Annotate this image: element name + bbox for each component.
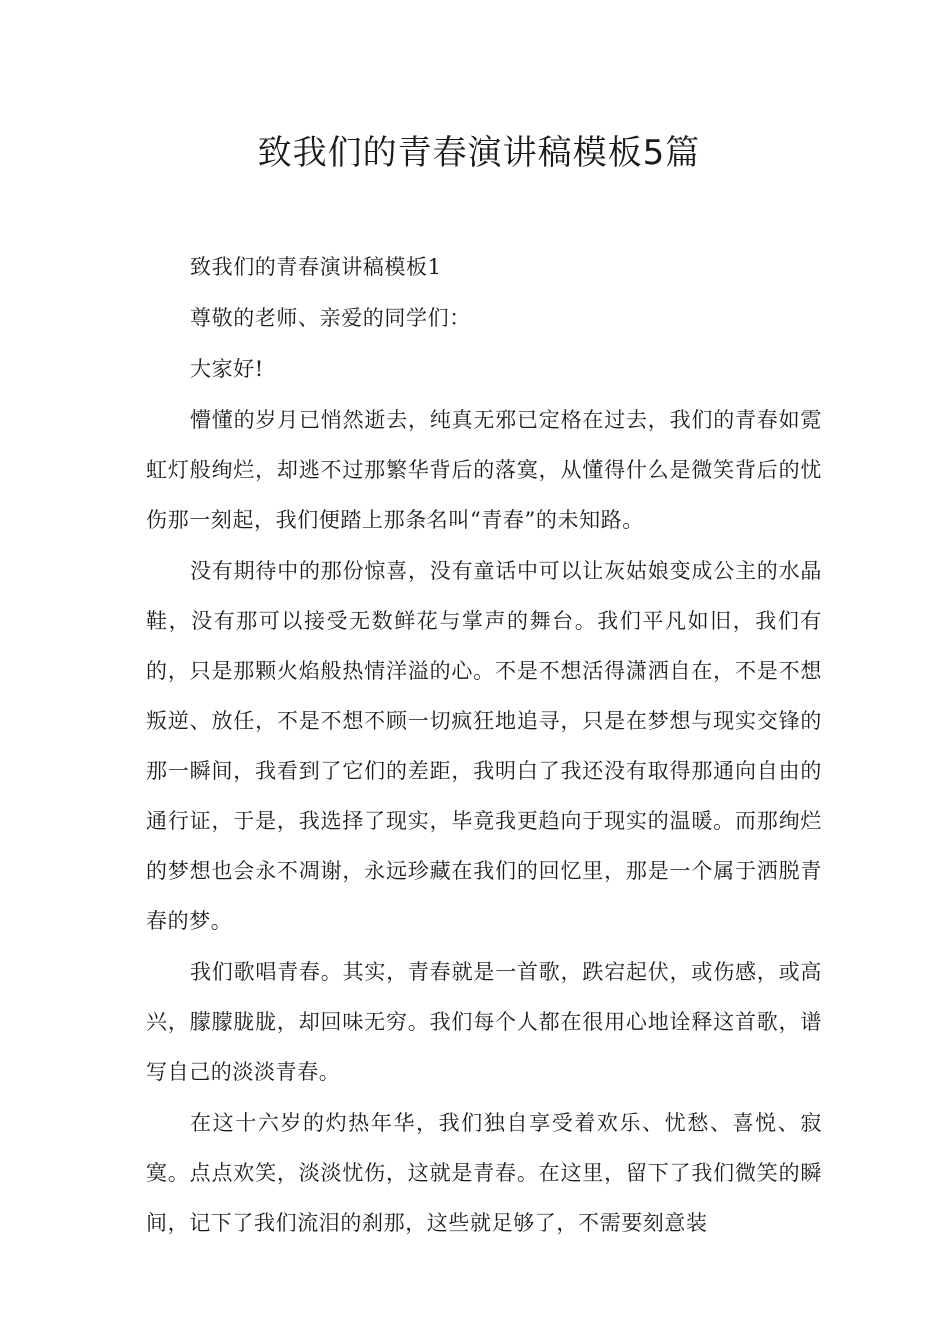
document-title: 致我们的青春演讲稿模板5篇 (257, 133, 701, 173)
paragraph: 我们歌唱青春。其实，青春就是一首歌，跌宕起伏，或伤感，或高兴，朦朦胧胧，却回味无穷。我们每个人都在很用心地诠释这首歌，谱写自己的淡淡青春。 (146, 960, 822, 1084)
paragraph: 没有期待中的那份惊喜，没有童话中可以让灰姑娘变成公主的水晶鞋，没有那可以接受无数鲜花与掌声的舞台。我们平凡如旧，我们有的，只是那颗火焰般热情洋溢的心。不是不想活得潇洒自在，不是不想叛逆、放任，不是不想不顾一切疯狂地追寻，只是在梦想与现实交锋的那一瞬间，我看到了它们的差距，我明白了我还没有取得那通向自由的通行证，于是，我选择了现实，毕竟我更趋向于现实的温暖。而那绚烂的梦想也会永不凋谢，永远珍藏在我们的回忆里，那是一个属于洒脱青春的梦。 (146, 559, 822, 933)
paragraph: 尊敬的老师、亲爱的同学们： (190, 306, 471, 330)
paragraph: 大家好! (190, 357, 264, 381)
paragraph: 致我们的青春演讲稿模板1 (190, 255, 442, 279)
paragraph: 懵懂的岁月已悄然逝去，纯真无邪已定格在过去，我们的青春如霓虹灯般绚烂，却逃不过那繁华背后的落寞，从懂得什么是微笑背后的忧伤那一刻起，我们便踏上那条名叫“青春”的未知路。 (146, 408, 822, 532)
paragraph: 在这十六岁的灼热年华，我们独自享受着欢乐、忧愁、喜悦、寂寞。点点欢笑，淡淡忧伤，这就是青春。在这里，留下了我们微笑的瞬间，记下了我们流泪的刹那，这些就足够了，不需要刻意装 (146, 1111, 822, 1235)
